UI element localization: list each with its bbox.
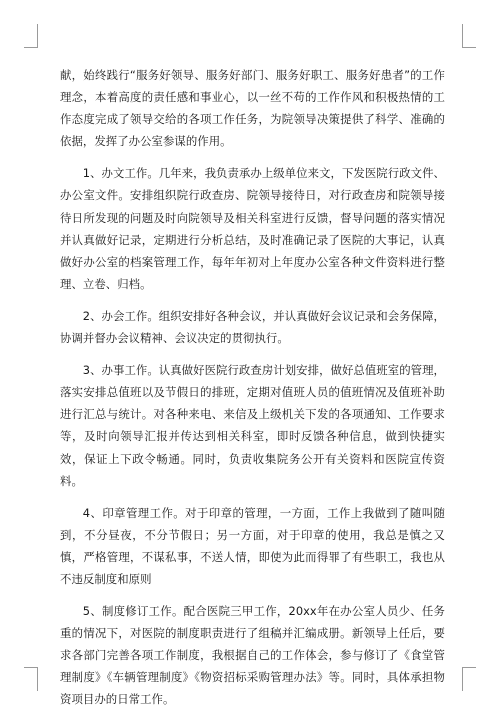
crop-mark-top-left-vertical [37,24,38,48]
paragraph-meeting-handling: 2、办会工作。组织安排好各种会议，并认真做好会议记录和会务保障，协调并督办会议精神、会议决定的贯彻执行。 [60,308,445,346]
paragraph-regulation-revision: 5、制度修订工作。配合医院三甲工作，20xx年在办公室人员少、任务重的情况下，对医院的制度职责进行了组稿并汇编成册。新领导上任后，要求各部门完善各项工作制度，我根据自己的工作体会，参与修订了《食堂管理制度》《车辆管理制度》《物资招标采购管理办法》等。同时，具体承担物资项目办的日常工作。 [60,604,445,707]
crop-mark-bottom-right-vertical [462,667,463,691]
paragraph-document-handling: 1、办文工作。几年来，我负责承办上级单位来文，下发医院行政文件、办公室文件。安排组织院行政查房、院领导接待日，对行政查房和院领导接待日所发现的问题及时向院领导及相关科室进行反馈，督导问题的落实情况并认真做好记录，定期进行分析总结，及时准确记录了医院的大事记，认真做好办公室的档案管理工作，每年年初对上年度办公室各种文件资料进行整理、立卷、归档。 [60,166,445,291]
crop-mark-bottom-right-horizontal [462,667,476,668]
crop-mark-top-right-horizontal [462,47,476,48]
document-body [60,64,445,721]
crop-mark-top-right-vertical [462,24,463,48]
crop-mark-bottom-left-vertical [37,667,38,691]
paragraph-intro: 献，始终践行“服务好领导、服务好部门、服务好职工、服务好患者”的工作理念，本着高度的责任感和事业心，以一丝不苟的工作作风和积极热情的工作态度完成了领导交给的各项工作任务，为院领导决策提供了科学、准确的依据，发挥了办公室参谋的作用。 [60,68,445,149]
crop-mark-bottom-left-horizontal [24,667,38,668]
crop-mark-top-left-horizontal [24,47,38,48]
paragraph-affairs-handling: 3、办事工作。认真做好医院行政查房计划安排，做好总值班室的管理，落实安排总值班以及节假日的排班，定期对值班人员的值班情况及值班补助进行汇总与统计。对各种来电、来信及上级机关下发的各项通知、工作要求等，及时向领导汇报并传达到相关科室，即时反馈各种信息，做到快捷实效，保证上下政令畅通。同时，负责收集院务公开有关资料和医院宣传资料。 [60,363,445,488]
paragraph-seal-management: 4、印章管理工作。对于印章的管理，一方面，工作上我做到了随叫随到，不分昼夜，不分节假日；另一方面，对于印章的使用，我总是慎之又慎，严格管理，不谋私事，不送人情，即使为此而得罪了有些职工，我也从不违反制度和原则 [60,505,445,586]
